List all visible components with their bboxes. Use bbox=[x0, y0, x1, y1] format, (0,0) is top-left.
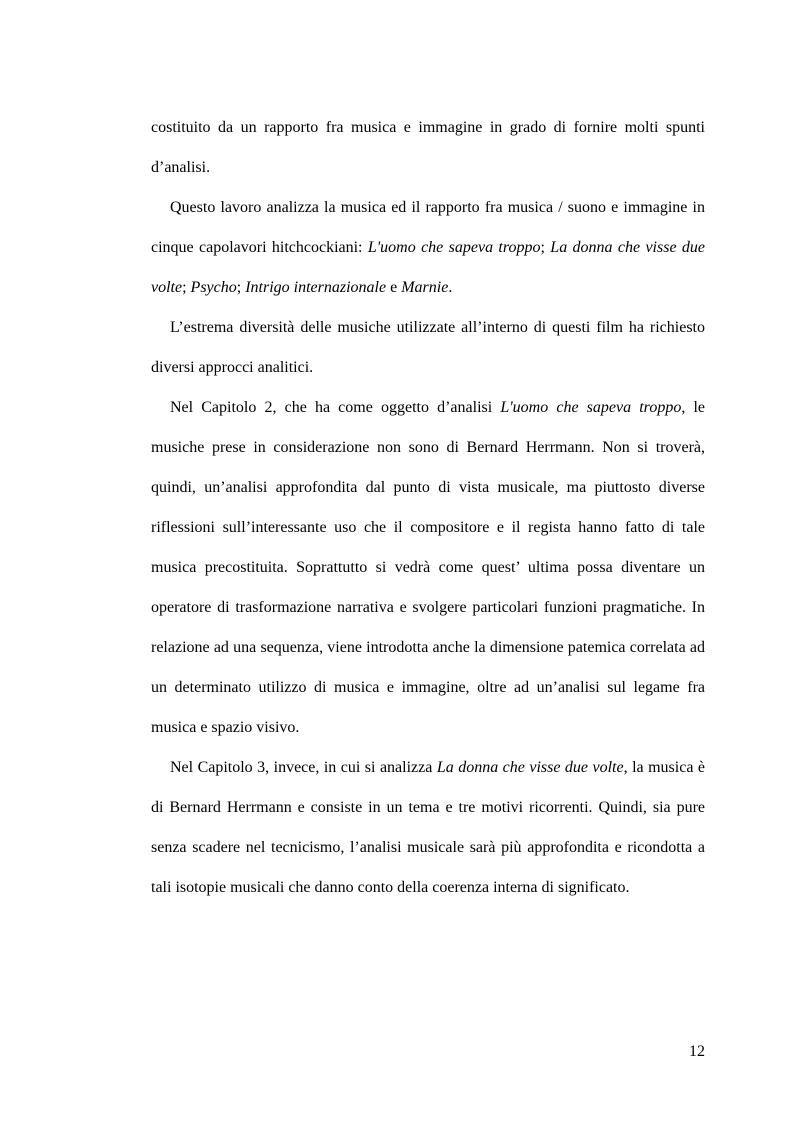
film-title: L'uomo che sapeva troppo bbox=[367, 239, 541, 256]
text-segment: ; bbox=[540, 239, 551, 256]
page-number: 12 bbox=[689, 1043, 705, 1060]
paragraph-p2 bbox=[151, 188, 705, 308]
text-segment: . bbox=[448, 279, 453, 296]
paragraph-p1 bbox=[151, 108, 705, 188]
film-title: Intrigo internazionale bbox=[245, 279, 387, 296]
film-title: La donna che visse due volte bbox=[436, 759, 624, 776]
paragraph-p5 bbox=[151, 748, 705, 908]
film-title: Marnie bbox=[401, 279, 449, 296]
paragraph-p3 bbox=[151, 308, 705, 388]
text-segment: L’estrema diversità delle musiche utilizzate all’interno di questi film ha richiesto diversi approcci analitici. bbox=[151, 319, 705, 376]
text-segment: , la musica è di Bernard Herrmann e consiste in un tema e tre motivi ricorrenti. Quindi, sia pure senza scadere nel tecnicismo, l’analisi musicale sarà più approfondita e ricondotta a tali isotopie musicali che danno conto della coerenza interna di significato. bbox=[151, 759, 706, 896]
text-segment: Nel Capitolo 3, invece, in cui si analizza bbox=[170, 759, 437, 776]
text-segment: ; bbox=[236, 279, 246, 296]
body-text bbox=[151, 108, 705, 908]
text-segment: Nel Capitolo 2, che ha come oggetto d’analisi bbox=[170, 399, 501, 416]
text-segment: ; bbox=[182, 279, 191, 296]
text-segment: e bbox=[386, 279, 402, 296]
film-title: Psycho bbox=[190, 279, 237, 296]
text-segment: , le musiche prese in considerazione non sono di Bernard Herrmann. Non si troverà, quindi, un’analisi approfondita dal punto di vista musicale, ma piuttosto diverse riflessioni sull’interessante uso che il compositore e il regista hanno fatto di tale musica precostituita. Soprattutto si vedrà come quest’ ultima possa diventare un operatore di trasformazione narrativa e svolgere particolari funzioni pragmatiche. In relazione ad una sequenza, viene introdotta anche la dimensione patemica correlata ad un determinato utilizzo di musica e immagine, oltre ad un’analisi sul legame fra musica e spazio visivo. bbox=[151, 399, 706, 736]
film-title: L'uomo che sapeva troppo bbox=[500, 399, 682, 416]
text-segment: Questo lavoro analizza la musica ed il rapporto fra musica / suono e immagine in cinque capolavori hitchcockiani: bbox=[151, 199, 705, 256]
paragraph-p4 bbox=[151, 388, 705, 748]
text-segment: costituito da un rapporto fra musica e immagine in grado di fornire molti spunti d’analisi. bbox=[151, 119, 705, 176]
film-title: La donna che visse due volte bbox=[151, 239, 705, 296]
